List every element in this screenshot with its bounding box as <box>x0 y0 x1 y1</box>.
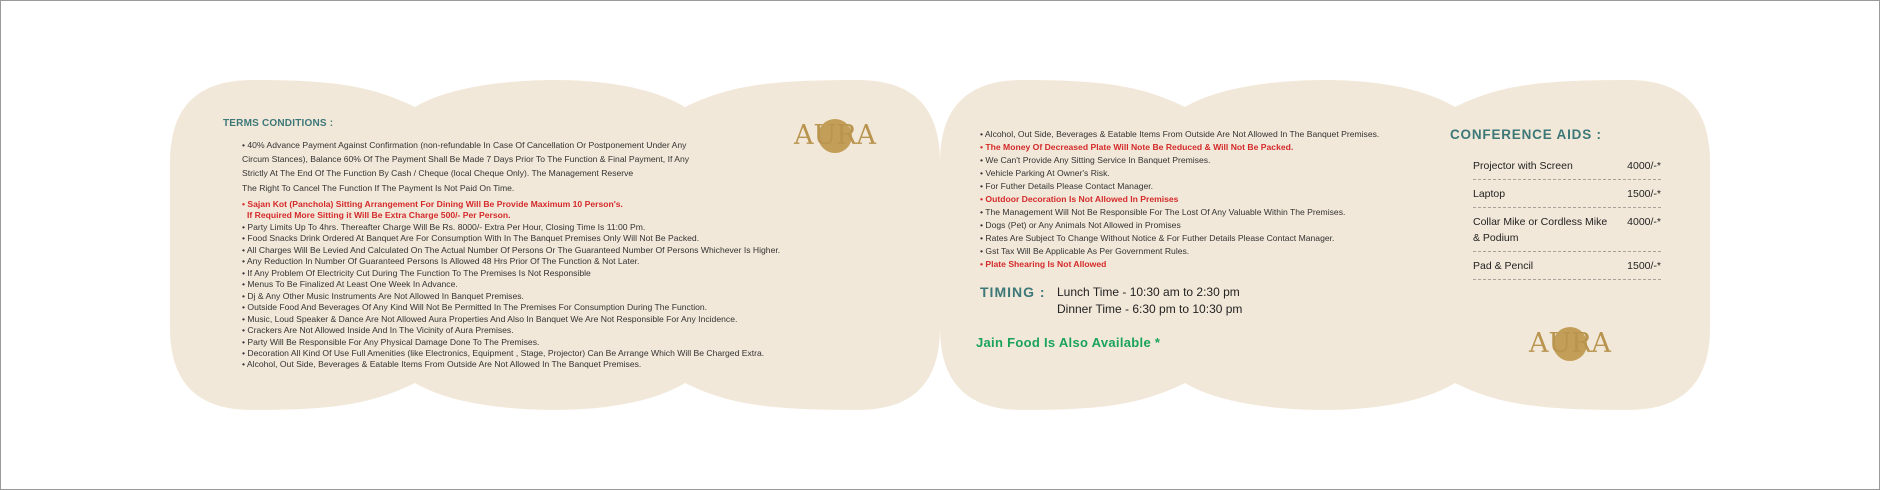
list-item: • Vehicle Parking At Owner's Risk. <box>980 168 1110 178</box>
logo-text <box>1527 328 1613 359</box>
list-item: • Alcohol, Out Side, Beverages & Eatable Items From Outside Are Not Allowed In The Banquet Premises. <box>980 129 1380 139</box>
logo-wordmark: AURA <box>1528 328 1612 359</box>
terms-title: TERMS CONDITIONS : <box>223 118 334 129</box>
sitting-line: If Required More Sitting it Will Be Extra Charge 500/- Per Person. <box>247 210 511 221</box>
list-item: • Music, Loud Speaker & Dance Are Not Allowed Aura Properties And Also In Banquet We Are Not Responsible For Any Incidence. <box>242 313 738 324</box>
conference-aid-row <box>1473 152 1661 180</box>
conference-aid-row <box>1473 208 1661 252</box>
sitting-arrangement-note <box>242 199 882 222</box>
conference-aid-row <box>1473 180 1661 208</box>
terms-items <box>242 222 882 371</box>
aid-price: 4000/-* <box>1627 216 1661 228</box>
list-item: • All Charges Will Be Levied And Calculated On The Actual Number Of Persons Or The Guaranteed Number Of Persons Whichever Is Higher. <box>242 244 781 255</box>
aid-name: Collar Mike or Cordless Mike & Podium <box>1473 216 1608 244</box>
list-item: • Rates Are Subject To Change Without Notice & For Futher Details Please Contact Manager. <box>980 233 1335 243</box>
list-item: • The Money Of Decreased Plate Will Note Be Reduced & Will Not Be Packed. <box>980 142 1294 152</box>
list-item: • The Management Will Not Be Responsible For The Lost Of Any Valuable Within The Premises. <box>980 207 1346 217</box>
conference-aids-list <box>1473 152 1661 280</box>
sitting-line: • Sajan Kot (Panchola) Sitting Arrangement For Dining Will Be Provide Maximum 10 Person's. <box>242 198 623 209</box>
brochure-panel-right <box>940 80 1710 410</box>
logo-wordmark: AURA <box>793 120 877 151</box>
list-item: • Dj & Any Other Music Instruments Are Not Allowed In Banquet Premises. <box>242 290 524 301</box>
paragraph-line: The Right To Cancel The Function If The Payment Is Not Paid On Time. <box>242 182 515 193</box>
list-item: • Menus To Be Finalized At Least One Week In Advance. <box>242 279 458 290</box>
aid-name: Projector with Screen <box>1473 160 1573 172</box>
rules-items <box>980 128 1430 271</box>
aid-name: Pad & Pencil <box>1473 260 1534 272</box>
list-item: • Alcohol, Out Side, Beverages & Eatable Items From Outside Are Not Allowed In The Banquet Premises. <box>242 359 642 370</box>
list-item: • Plate Shearing Is Not Allowed <box>980 259 1107 269</box>
list-item: • Decoration All Kind Of Use Full Amenities (like Electronics, Equipment , Stage, Projector) Can Be Arrange Which Will Be Charged Extra. <box>242 347 765 358</box>
paragraph-line: • 40% Advance Payment Against Confirmation (non-refundable In Case Of Cancellation Or Postponement Under Any <box>242 140 687 150</box>
timing-rows <box>1057 284 1242 318</box>
list-item: • Crackers Are Not Allowed Inside And In The Vicinity of Aura Premises. <box>242 325 514 336</box>
aid-price: 1500/-* <box>1627 260 1661 272</box>
list-item: • Outside Food And Beverages Of Any Kind Will Not Be Permitted In The Premises For Consumption During The Function. <box>242 302 708 313</box>
paragraph-line: Circum Stances), Balance 60% Of The Payment Shall Be Made 7 Days Prior To The Function & Final Payment, If Any <box>242 154 690 165</box>
timing-label: TIMING : <box>980 284 1046 300</box>
list-item: • Outdoor Decoration Is Not Allowed In Premises <box>980 194 1179 204</box>
jain-food-note: Jain Food Is Also Available * <box>976 335 1161 350</box>
list-item: • Food Snacks Drink Ordered At Banquet Are For Consumption With In The Banquet Premises Only Will Not Be Packed. <box>242 233 700 244</box>
conference-aids-title: CONFERENCE AIDS : <box>1450 127 1602 142</box>
dinner-time: Dinner Time - 6:30 pm to 10:30 pm <box>1057 302 1243 316</box>
brochure-panel-left <box>170 80 940 410</box>
list-item: • If Any Problem Of Electricity Cut During The Function To The Premises Is Not Responsible <box>242 267 591 278</box>
list-item: • Party Limits Up To 4hrs. Thereafter Charge Will Be Rs. 8000/- Extra Per Hour, Closing Time Is 11:00 Pm. <box>242 222 646 232</box>
conference-aid-row <box>1473 252 1661 280</box>
advance-payment-paragraph <box>242 138 882 195</box>
list-item: • Dogs (Pet) or Any Animals Not Allowed in Promises <box>980 220 1181 230</box>
list-item: • Any Reduction In Number Of Guaranteed Persons Is Allowed 48 Hrs Prior Of The Function & Not Later. <box>242 256 640 267</box>
aura-logo-bottom <box>1527 320 1613 368</box>
lunch-time: Lunch Time - 10:30 am to 2:30 pm <box>1057 285 1240 299</box>
list-item: • Gst Tax Will Be Applicable As Per Government Rules. <box>980 246 1190 256</box>
aid-name: Laptop <box>1473 188 1506 200</box>
paragraph-line: Strictly At The End Of The Function By Cash / Cheque (local Cheque Only). The Management Reserve <box>242 168 634 179</box>
terms-list <box>242 138 882 371</box>
list-item: • We Can't Provide Any Sitting Service In Banquet Premises. <box>980 155 1211 165</box>
aid-price: 4000/-* <box>1627 160 1661 172</box>
rules-list <box>980 128 1430 271</box>
list-item: • For Futher Details Please Contact Manager. <box>980 181 1154 191</box>
aid-price: 1500/-* <box>1627 188 1661 200</box>
list-item: • Party Will Be Responsible For Any Physical Damage Done To The Premises. <box>242 336 540 347</box>
